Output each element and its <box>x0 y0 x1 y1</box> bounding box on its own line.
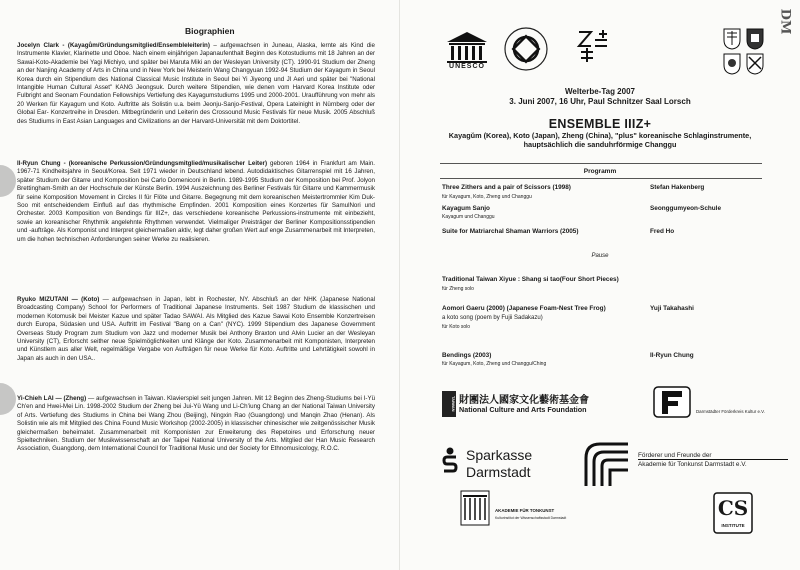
bio-name: Ryuko MIZUTANI — (Koto) <box>17 296 100 303</box>
piece-composer: Il-Ryun Chung <box>650 352 694 359</box>
punch-hole <box>0 383 16 415</box>
handwritten-mark: DM <box>777 8 793 35</box>
piece-composer: Seonggumyeon-Schule <box>650 205 722 212</box>
right-page <box>400 0 800 570</box>
world-heritage-icon <box>503 26 549 72</box>
unesco-label: UNESCO <box>449 63 485 70</box>
ensemble-mark-logo <box>573 26 613 66</box>
unesco-logo <box>443 30 491 72</box>
event-name: Welterbe-Tag 2007 <box>565 87 635 96</box>
piece-title: Three Zithers and a pair of Scissors (1998) <box>442 184 571 191</box>
piece-instrumentation: Kayagum und Changgu <box>442 214 495 220</box>
biographies-title: Biographien <box>185 26 235 36</box>
city-crest-1 <box>723 28 741 50</box>
akademie-building-icon <box>460 490 490 526</box>
subtitle-line-2: hauptsächlich die sanduhrförmige Changgu <box>523 140 677 149</box>
city-crest-2 <box>746 28 764 50</box>
piece-title: Aomori Gaeru (2000) (Japanese Foam-Nest Tree Frog) <box>442 305 606 312</box>
f-letter-icon <box>652 385 692 419</box>
piece-composer: Fred Ho <box>650 228 675 235</box>
piece-composer: Stefan Hakenberg <box>650 184 705 191</box>
piece-title: Bendings (2003) <box>442 352 492 359</box>
taiwan-foundation-logo <box>442 391 642 419</box>
taiwan-side-label: TAIWAN <box>442 391 456 417</box>
sparkasse-s-icon <box>442 447 458 475</box>
bio-text: — aufgewachsen in Japan, lebt in Rochester, NY. Abschluß an der NHK (Japanese National Broadcasting Company) School for Performers of Traditional Japanese Instruments. Seit 1987 Studium de klassischen und modernen Kotomusik bei Meister Kazue und später Tadao SAWAI. Als Mitglied des Kazue Sawai Koto Ensemble Konzertreisen durch Europa, Südasien und USA. Auftritt im Festival "Bang on a Can" (NYC). 1999 Stipendium des Japanese Government Overseas Study Program zum Studium von Jazz und moderner Musik bei Anthony Braxton und Alvin Lucier an der Wesleyan University (CT), Erforscht seither neue Spielmöglichkeiten und Klänge der Koto. Zusammenarbeit mit Komponisten, Interpreten und Künstlern aus aller Welt, regelmäßige Vergabe von Aufträgen für neue Werke für Koto. Auftritte und Lehrtätigkeit sowohl in Japan als auch in den USA.. <box>17 296 376 362</box>
bio-jocelyn-clark <box>17 42 375 126</box>
bio-text: – aufgewachsen in Juneau, Alaska, lernte als Kind die Instrumente Klavier, Klarinette und Oboe. Nach einem einjährigen Japanaufenthalt Beginn des Kotostudiums mit 18 Jahren an der Sawai-Koto-Akademie bei Yagi Michiyo, und später bei Maruta Miki an der Wesleyan University (CT). 1990-91 Studium der Zheng an der Nanjing Academy of Arts in China und in New York bei Meisterin Wang Changyuan 1992-94 Studium der Kayagum in Seoul Korea durch ein Stipendium des National Classical Music Institute in Seoul bei Yi Jiyeong und Jl Aeri und später bei "National Intangible Human Cultural Asset" KANG Jeongsuk. Durch weitere Stipendien, wie denen vom Harvard Korea Institute oder Fulbright and Seonam Foundation Fellowships Vertiefung des Kayagumstudiums 1995 und 2000-2001. Uraufführung von mehr als 20 Werken für Kayagum und Koto. Auftritte als Solistin u.a. beim Jeonju-Sanjo-Festival, Opera Lateinight in Nürnberg oder der Global Ear- Konzertreihe in Dresden. Mitbegründerin und Leiterin des Crossound Music Festivals für neue Musik. 2005 Abschluß des Studiums in East Asian Languages and Civilizations an der Harvard-Universität mit dem Doktortitel. <box>17 42 375 125</box>
cs-label: CS <box>717 496 749 520</box>
piece-instrumentation: für Zheng solo <box>442 286 474 292</box>
sparkasse-line-1: Sparkasse <box>466 447 533 463</box>
piece-instrumentation: für Kayagum, Koto, Zheng und Changgu/Ching <box>442 361 547 367</box>
akademie-name: AKADEMIE FÜR TONKUNST <box>495 508 555 513</box>
crest-icon <box>746 28 764 50</box>
cs-institute-logo <box>713 492 753 534</box>
ensemble-instruments <box>400 131 800 149</box>
ensemble-title: ENSEMBLE IIIZ+ <box>548 117 652 131</box>
piece-instrumentation: für Koto solo <box>442 324 471 330</box>
piece-title: Kayagum Sanjo <box>442 205 490 212</box>
ensemble-iiiz-icon <box>573 26 613 66</box>
sparkasse-logo <box>442 445 562 485</box>
darmstaedter-kultur-label: Darmstädter Förderkreis Kultur e.V. <box>696 409 765 414</box>
bio-text: — aufgewachsen in Taiwan. Klavierspiel seit jungen Jahren. Mit 12 Beginn des Zheng-Studiums bei I-Yü Ch'en and Hwei-Mei Lin. 1998-2002 Studium der Zheng bei Jui-Yü Wang und Li-Ch'iung Chang an der National Taiwan University of Arts. Vertiefung des Studiums in China bei Wang Zhou (Beijing), Ningxin Rao (Guangdong) und Manqin Zhao (Henan). Als Solistin wie als mit Mitglied des China Found Music Workshop (2002-2005) in klassischer chinesischer wie zeitgenössischer Musik gleichermaßen beheimatet. Zusammenarbeit mit Komponisten zur Erweiterung des Repetoires und Erforschung neuer Spieltechniken. Studium der Musikwissenschaft an der Taipei National University of the Arts. Mitglied der Han Music Research Association, Guangdong, dem International Council for Traditional Music und der Society for Ethnomusicology, R.O.C. <box>17 395 376 453</box>
piece-title: Suite for Matriarchal Shaman Warriors (2005) <box>442 228 579 235</box>
akademie-sub: Kulturinstitut der Wissenschaftsstadt Darmstadt <box>495 516 567 520</box>
bio-il-ryun-chung <box>17 160 375 244</box>
akademie-friends-logo <box>582 440 792 490</box>
bio-name: Yi-Chieh LAI — (Zheng) <box>17 395 87 402</box>
piece-composer: Yuji Takahashi <box>650 305 694 312</box>
akademie-friends-line-1: Förderer und Freunde der <box>638 452 712 459</box>
bio-text: geboren 1964 in Frankfurt am Main. 1967-71 Kindheitsjahre in Seoul/Korea. Seit 1971 wieder in Deutschland lebend. Autodidaktisches Gitarrenspiel mit 16 Jahren, später Studium der Gitarre und Komposition bei Carlo Domeniconi in Berlin. 1989-1995 Studium der Komposition bei Prof. Jolyon Brettingham-Smith an der Hochschule der Künste Berlin. 1994 Auszeichnung des Berliner Festivals für Gitarre und Kammermusik für seine Komposition Movement in Circles II für Flöte und Gitarre. Begegnung mit dem koreanischen Meistertrommler Kim Duk-Soo mit entscheidendem Einfluß auf das rhythmische Empfinden. 2001 Komposition eines Konzertes für SamulNori und Orchester. 2003 Komposition von Bendings für IIIZ+, das verschiedene koreanische Perkussions-instrumente mit einbezieht, sowie an koreanischer Rhythmik angelehnte Rhythmen verwendet. Vielmaliger Preisträger der Berliner Kompositionsstipendien und -aufträge. Als Komponist und Interpret gleichermaßen aktiv, legt daher großen Wert auf enge Zusammenarbeit mit Interpreten, um die hohen technischen Anforderungen seiner Werke zu realisieren. <box>17 160 376 243</box>
bio-name: Jocelyn Clark - (Kayagům/Gründungsmitglied/Ensembleleiterin) <box>17 42 210 49</box>
sparkasse-line-2: Darmstadt <box>466 464 531 480</box>
piece-description: a koto song (poem by Fujii Sadakazu) <box>442 315 543 321</box>
taiwan-foundation-chinese: 財團法人國家文化藝術基金會 <box>459 395 589 406</box>
taiwan-foundation-english: National Culture and Arts Foundation <box>459 405 587 414</box>
subtitle-line-1: Kayagŭm (Korea), Koto (Japan), Zheng (China), "plus" koreanische Schlaginstrumente, <box>448 131 752 140</box>
cs-sub-label: INSTITUTE <box>721 523 745 528</box>
crest-icon <box>723 53 741 75</box>
piece-instrumentation: für Kayagum, Koto, Zheng und Changgu <box>442 194 532 200</box>
akademie-tonkunst-logo <box>460 490 640 530</box>
bio-name: Il-Ryun Chung - (koreanische Perkussion/Gründungsmitglied/musikalischer Leiter) <box>17 160 268 167</box>
event-date-venue: 3. Juni 2007, 16 Uhr, Paul Schnitzer Saal Lorsch <box>509 97 691 106</box>
crest-icon <box>746 53 764 75</box>
divider <box>440 178 762 179</box>
akademie-friends-line-2: Akademie für Tonkunst Darmstadt e.V. <box>638 461 747 468</box>
pause-label: Pause <box>591 253 609 259</box>
piece-title: Traditional Taiwan Xiyue : Shang si tao(Four Short Pieces) <box>442 276 619 283</box>
city-crest-4 <box>746 53 764 75</box>
stacked-arches-icon <box>582 440 632 488</box>
divider <box>440 163 762 164</box>
punch-hole <box>0 165 16 197</box>
divider <box>638 459 788 460</box>
programm-heading: Programm <box>583 168 617 175</box>
darmstaedter-kultur-logo <box>652 385 772 425</box>
city-crest-3 <box>723 53 741 75</box>
bio-yi-chieh-lai <box>17 395 375 454</box>
crest-icon <box>723 28 741 50</box>
world-heritage-emblem <box>503 26 549 72</box>
bio-ryuko-mizutani <box>17 296 375 363</box>
